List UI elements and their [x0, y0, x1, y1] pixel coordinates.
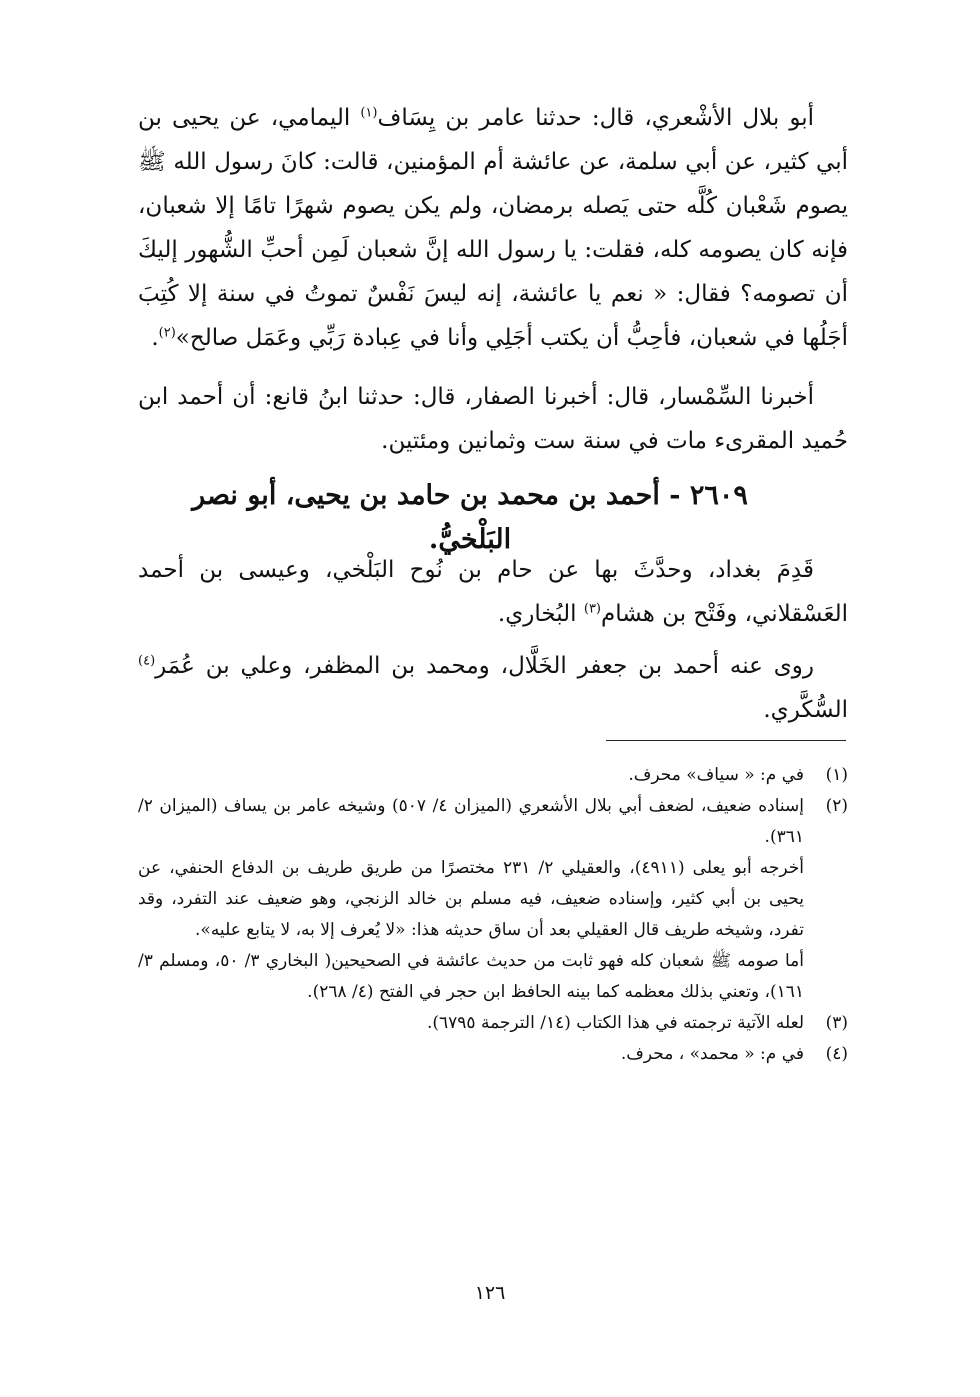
footnote-2: [138, 791, 848, 853]
paragraph-narrators: [138, 644, 848, 732]
entry-heading: ٢٦٠٩ - أحمد بن محمد بن حامد بن يحيى، أبو نصر البَلْخيُّ.: [192, 480, 748, 555]
footnote-3: [138, 1008, 848, 1039]
footnote-text: لعله الآتية ترجمته في هذا الكتاب (١٤/ الترجمة ٦٧٩٥).: [426, 1013, 804, 1033]
footnote-divider: [606, 740, 846, 741]
hadith-text-b: اليمامي، عن يحيى بن أبي كثير، عن أبي سلمة، عن عائشة أم المؤمنين، قالت: كانَ رسول الله ﷺ يصوم شَعْبان كُلَّه حتى يَصله برمضان، ولم يكن يصوم شهرًا تامًا إلا شعبان، فإنه كان يصومه كله، فقلت: يا رسول الله إنَّ شعبان لَمِن أحبِّ الشُّهور إليكَ أن تصومه؟ فقال: « نعم يا عائشة، إنه ليسَ نَفْسٌ تموتُ في سنة إلا كُتِبَ أجَلُها في شعبان، فأحِبُّ أن يكتب أجَلِي وأنا في عِبادة رَبِّي وعَمَل صالح»: [138, 105, 848, 351]
footnote-ref-2: (٢): [158, 325, 176, 341]
footnote-text: في م: « محمد» ، محرف.: [620, 1044, 804, 1064]
narrators-text-a: روى عنه أحمد بن جعفر الخَلَّال، ومحمد بن المظفر، وعلي بن عُمَر: [155, 653, 814, 679]
paragraph-chain: [138, 375, 848, 463]
footnote-text: في م: « سياف» محرف.: [628, 765, 804, 785]
footnote-2-continuation-2: أما صومه ﷺ شعبان كله فهو ثابت من حديث عائشة في الصحيحين( البخاري ٣/ ٥٠، ومسلم ٣/ ١٦١)، وتعني بذلك معظمه كما بينه الحافظ ابن حجر في الفتح (٤/ ٢٦٨).: [138, 951, 804, 1002]
footnote-1: [138, 760, 848, 791]
footnotes: [138, 760, 848, 1070]
footnote-ref-4: (٤): [138, 653, 156, 669]
footnote-number: (٤): [825, 1044, 848, 1064]
page-number: ١٢٦: [474, 1282, 506, 1304]
footnote-2-continuation-1: أخرجه أبو يعلى (٤٩١١)، والعقيلي ٢/ ٢٣١ مختصرًا من طريق طريف بن الدفاع الحنفي، عن يحيى بن أبي كثير، وإسناده ضعيف، فيه مسلم بن خالد الزنجي، وهو ضعيف عند التفرد، وقد تفرد، وشيخه طريف قال العقيلي بعد أن ساق حديثه هذا: «لا يُعرف إلا به، لا يتابع عليه».: [138, 858, 804, 940]
hadith-text-end: .: [151, 325, 159, 351]
footnote-number: (٣): [825, 1013, 848, 1033]
footnote-ref-3: (٣): [583, 601, 601, 617]
footnote-4: [138, 1039, 848, 1070]
footnote-number: (٢): [825, 796, 848, 816]
paragraph-hadith: [138, 96, 848, 360]
narrators-text-b: السُّكَّري.: [763, 697, 848, 723]
paragraph-biography: [138, 548, 848, 636]
biography-text-a: قَدِمَ بغداد، وحدَّثَ بها عن حام بن نُوح البَلْخي، وعيسى بن أحمد العَسْقلاني، وفَتْح بن هشام: [138, 557, 848, 627]
hadith-text-a: أبو بلال الأشْعري، قال: حدثنا عامر بن يِسَاف: [377, 105, 814, 131]
footnote-number: (١): [825, 765, 848, 785]
footnote-text: إسناده ضعيف، لضعف أبي بلال الأشعري (الميزان ٤/ ٥٠٧) وشيخه عامر بن يساف (الميزان ٢/ ٣٦١).: [138, 796, 804, 847]
footnote-ref-1: (١): [360, 105, 378, 121]
chain-text: أخبرنا السِّمْسار، قال: أخبرنا الصفار، قال: حدثنا ابنُ قانع: أن أحمد ابن حُميد المقرىء مات في سنة ست وثمانين ومئتين.: [138, 384, 848, 454]
biography-text-b: البُخاري.: [497, 601, 584, 627]
